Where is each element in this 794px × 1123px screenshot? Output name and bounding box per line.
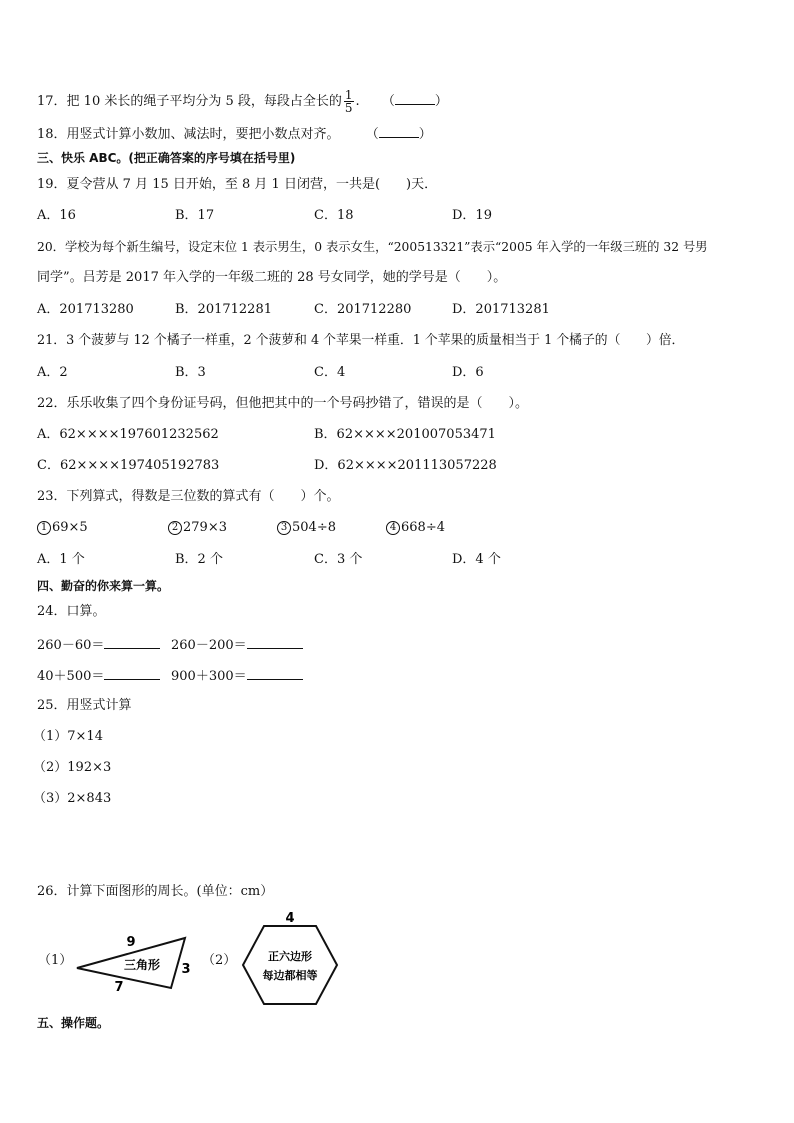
question-19: 19．夏令营从 7 月 15 日开始，至 8 月 1 日闭营，一共是( )天． [37,177,438,192]
question-26-title: 26．计算下面图形的周长。(单位：cm） [37,884,274,899]
triangle-label: 三角形 [123,958,161,972]
q20-option-d[interactable]: D．201713281 [452,302,550,317]
q24-expr-4: 900＋300＝ [171,667,303,685]
hexagon-side-4: 4 [285,911,295,926]
q24-blank-4[interactable] [247,667,303,680]
q25-item-2: （2）192×3 [33,760,112,775]
section-5-heading: 五、操作题。 [37,1016,110,1030]
q19-option-d[interactable]: D．19 [452,208,492,223]
hexagon-shape [243,926,337,1004]
hexagon-label-line2: 每边都相等 [262,969,318,982]
q18-answer-blank[interactable] [379,125,419,138]
q24-expr-3: 40＋500＝ [37,667,160,685]
question-25-title: 25．用竖式计算 [37,698,132,713]
q24-expr-2: 260－200＝ [171,636,303,654]
section-3-heading: 三、快乐 ABC。(把正确答案的序号填在括号里) [37,151,296,165]
q21-option-a[interactable]: A．2 [37,365,68,380]
q26-label-2: （2） [202,953,237,968]
q23-option-b[interactable]: B．2 个 [175,552,223,567]
triangle-side-7: 7 [114,980,124,995]
q24-blank-2[interactable] [247,636,303,649]
q24-expr-1: 260－60＝ [37,636,160,654]
q22-option-b[interactable]: B．62××××201007053471 [314,427,496,442]
q23-item-2: 2 279×3 [168,520,227,536]
q21-option-b[interactable]: B．3 [175,365,206,380]
question-17: 17．把 10 米长的绳子平均分为 5 段，每段占全长的 $\frac{1}{5}$ . （ ） [37,88,448,115]
q22-option-c[interactable]: C．62××××197405192783 [37,458,220,473]
q23-option-a[interactable]: A．1 个 [37,552,85,567]
q17-answer-blank[interactable] [395,92,435,105]
q19-option-b[interactable]: B．17 [175,208,215,223]
q20-option-a[interactable]: A．201713280 [37,302,134,317]
question-20-line2: 同学”。吕芳是 2017 年入学的一年级二班的 28 号女同学，她的学号是（ ）。 [37,270,507,285]
q23-item-4: 4 668÷4 [386,520,445,536]
q19-option-a[interactable]: A．16 [37,208,76,223]
q20-option-b[interactable]: B．201712281 [175,302,272,317]
q23-option-d[interactable]: D．4 个 [452,552,501,567]
q25-item-1: （1）7×14 [33,729,103,744]
q20-option-c[interactable]: C．201712280 [314,302,412,317]
q22-option-d[interactable]: D．62××××201113057228 [314,458,497,473]
q24-blank-1[interactable] [104,636,160,649]
question-23: 23．下列算式，得数是三位数的算式有（ ）个。 [37,489,340,504]
q17-text: 17．把 10 米长的绳子平均分为 5 段，每段占全长的 [37,94,342,109]
triangle-side-9: 9 [126,935,136,950]
triangle-side-3: 3 [181,962,191,977]
q24-blank-3[interactable] [104,667,160,680]
q21-option-c[interactable]: C．4 [314,365,346,380]
q23-item-1: 1 69×5 [37,520,88,536]
question-18: 18．用竖式计算小数加、减法时，要把小数点对齐。 （ ） [37,127,432,142]
hexagon-label-line1: 正六边形 [268,950,312,963]
section-4-heading: 四、勤奋的你来算一算。 [37,579,170,593]
question-20-line1: 20．学校为每个新生编号，设定末位 1 表示男生，0 表示女生，“200513321”表示“2005 年入学的一年级三班的 32 号男 [37,240,708,254]
hexagon-figure [235,908,345,1008]
question-22: 22．乐乐收集了四个身份证号码，但他把其中的一个号码抄错了，错误的是（ ）。 [37,396,529,411]
q26-label-1: （1） [38,953,73,968]
question-24-title: 24．口算。 [37,604,106,619]
q23-option-c[interactable]: C．3 个 [314,552,363,567]
q22-option-a[interactable]: A．62××××197601232562 [37,427,219,442]
fraction-one-fifth: $\frac{1}{5}$ [344,88,353,115]
q19-option-c[interactable]: C．18 [314,208,354,223]
q23-item-3: 3 504÷8 [277,520,336,536]
q25-item-3: （3）2×843 [33,791,112,806]
question-21: 21．3 个菠萝与 12 个橘子一样重，2 个菠萝和 4 个苹果一样重．1 个苹果的质量相当于 1 个橘子的（ ）倍． [37,333,685,348]
q21-option-d[interactable]: D．6 [452,365,484,380]
triangle-figure [70,925,195,995]
